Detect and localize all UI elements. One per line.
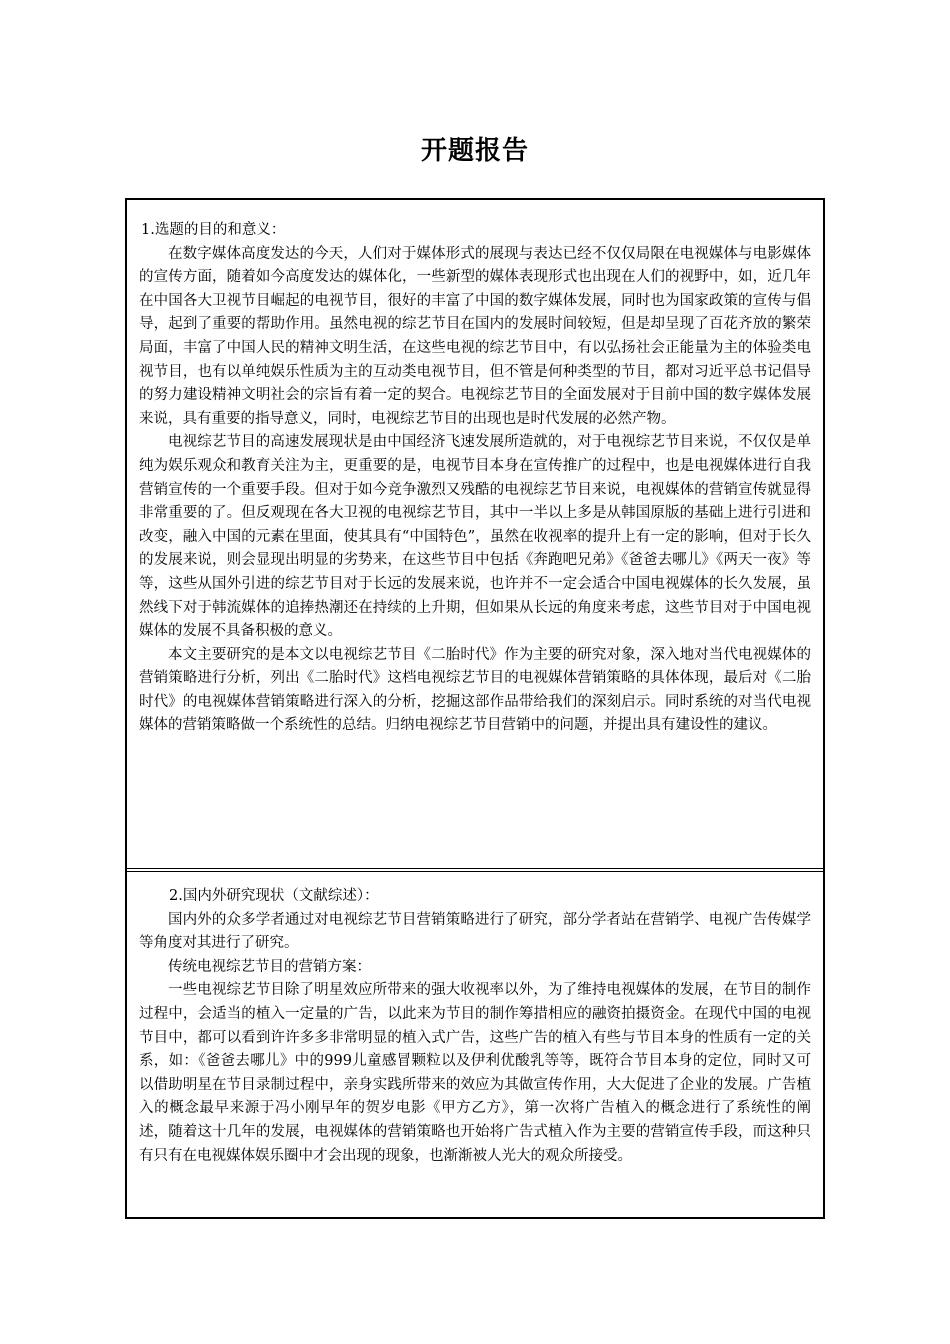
section-literature-review [127,885,823,1215]
page-title: 开题报告 [420,136,529,166]
report-table [125,198,825,1219]
section-heading: 1.选题的目的和意义： [141,222,286,238]
paragraph: 在数字媒体高度发达的今天，人们对于媒体形式的展现与表达已经不仅仅局限在电视媒体与电影媒体的宣传方面，随着如今高度发达的媒体化，一些新型的媒体表现形式也出现在人们的视野中，如，近几年在中国各大卫视节目崛起的电视节目，很好的丰富了中国的数字媒体发展，同时也为国家政策的宣传与倡导，起到了重要的帮助作用。虽然电视的综艺节目在国内的发展时间较短，但是却呈现了百花齐放的繁荣局面，丰富了中国人民的精神文明生活，在这些电视的综艺节目中，有以弘扬社会正能量为主的体验类电视节目，也有以单纯娱乐性质为主的互动类电视节目，但不管是何种类型的节目，都对习近平总书记倡导的努力建设精神文明社会的宗旨有着一定的契合。电视综艺节目的全面发展对于目前中国的数字媒体发展来说，具有重要的指导意义，同时，电视综艺节目的出现也是时代发展的必然产物。 [139,245,811,427]
table-divider [127,871,823,872]
paragraph: 传统电视综艺节目的营销方案： [168,958,371,975]
section-heading: 2.国内外研究现状（文献综述）： [169,888,379,904]
paragraph: 一些电视综艺节目除了明星效应所带来的强大收视率以外，为了维持电视媒体的发展，在节目的制作过程中，会适当的植入一定量的广告，以此来为节目的制作筹措相应的融资拍摄资金。在现代中国的电视节目中，都可以看到许许多多非常明显的植入式广告，这些广告的植入有些与节目本身的性质有一定的关系，如：《爸爸去哪儿》中的999儿童感冒颗粒以及伊利优酸乳等等，既符合节目本身的定位，同时又可以借助明星在节目录制过程中，亲身实践所带来的效应为其做宣传作用，大大促进了企业的发展。广告植入的概念最早来源于冯小刚早年的贺岁电影《甲方乙方》，第一次将广告植入的概念进行了系统性的阐述，随着这十几年的发展，电视媒体的营销策略也开始将广告式植入作为主要的营销宣传手段，而这种只有只有在电视媒体娱乐圈中才会出现的现象，也渐渐被人光大的观众所接受。 [139,982,811,1164]
section-purpose-significance [127,219,823,869]
paragraph: 国内外的众多学者通过对电视综艺节目营销策略进行了研究，部分学者站在营销学、电视广告传媒学等角度对其进行了研究。 [139,911,811,952]
paragraph: 本文主要研究的是本文以电视综艺节目《二胎时代》作为主要的研究对象，深入地对当代电视媒体的营销策略进行分析，列出《二胎时代》这档电视综艺节目的电视媒体营销策略的具体体现，最后对《二胎时代》的电视媒体营销策略进行深入的分析，挖掘这部作品带给我们的深刻启示。同时系统的对当代电视媒体的营销策略做一个系统性的总结。归纳电视综艺节目营销中的问题，并提出具有建设性的建议。 [139,646,811,734]
paragraph: 电视综艺节目的高速发展现状是由中国经济飞速发展所造就的，对于电视综艺节目来说，不仅仅是单纯为娱乐观众和教育关注为主，更重要的是，电视节目本身在宣传推广的过程中，也是电视媒体进行自我营销宣传的一个重要手段。但对于如今竞争激烈又残酷的电视综艺节目来说，电视媒体的营销宣传就显得非常重要的了。但反观现在各大卫视的电视综艺节目，其中一半以上多是从韩国原版的基础上进行引进和改变，融入中国的元素在里面，使其具有“中国特色”，虽然在收视率的提升上有一定的影响，但对于长久的发展来说，则会显现出明显的劣势来，在这些节目中包括《奔跑吧兄弟》《爸爸去哪儿》《两天一夜》等等，这些从国外引进的综艺节目对于长远的发展来说，也许并不一定会适合中国电视媒体的长久发展，虽然线下对于韩流媒体的追捧热潮还在持续的上升期，但如果从长远的角度来考虑，这些节目对于中国电视媒体的发展不具备积极的意义。 [139,434,811,640]
